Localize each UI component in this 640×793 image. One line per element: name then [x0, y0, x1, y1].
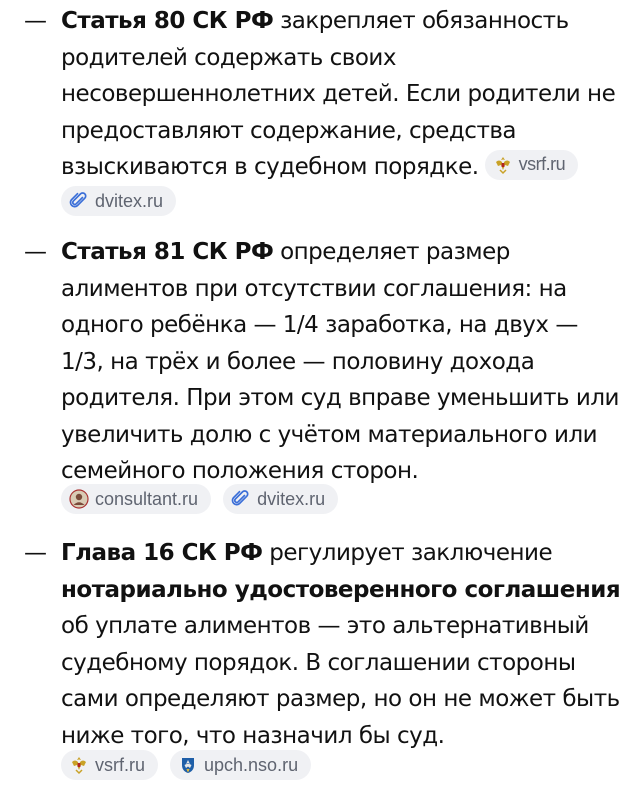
source-label: dvitex.ru — [95, 190, 164, 211]
source-chip-vsrf[interactable] — [485, 150, 579, 180]
source-label: upch.nso.ru — [204, 754, 299, 775]
item-description-start: регулирует заключение — [269, 540, 553, 566]
emblem-icon — [69, 755, 89, 775]
source-chip-consultant[interactable] — [61, 484, 211, 514]
crest-icon — [178, 755, 198, 775]
item-text — [61, 3, 623, 186]
item-text — [61, 234, 623, 490]
item-heading: Статья 81 СК РФ — [61, 239, 274, 265]
source-label: vsrf.ru — [95, 754, 146, 775]
list-marker: — — [24, 8, 47, 34]
item-heading: Статья 80 СК РФ — [61, 8, 274, 34]
source-list — [61, 750, 311, 780]
source-list — [61, 186, 176, 216]
source-list — [61, 484, 338, 514]
source-chip-vsrf[interactable] — [61, 750, 158, 780]
paperclip-icon — [69, 191, 89, 211]
source-label: vsrf.ru — [518, 154, 566, 175]
item-description-end: об уплате алиментов — это альтернативный судебному порядок. В соглашении стороны сами определяют размер, но он не может быть ниже того, что назначил бы суд. — [61, 613, 620, 749]
item-description: определяет размер алиментов при отсутствии соглашения: на одного ребёнка — 1/4 заработка, на двух — 1/3, на трёх и более — половину дохода родителя. При этом суд вправе уменьшить или увеличить долю с учётом материального или семейного положения сторон. — [61, 239, 619, 484]
consultant-logo-icon — [69, 489, 89, 509]
item-heading: Глава 16 СК РФ — [61, 540, 263, 566]
item-emphasis: нотариально удостоверенного соглашения — [61, 576, 621, 603]
source-label: consultant.ru — [95, 488, 199, 509]
paperclip-icon — [231, 489, 251, 509]
list-marker: — — [24, 540, 47, 566]
source-chip-dvitex[interactable] — [223, 484, 338, 514]
item-description: закрепляет обязанность родителей содержать своих несовершеннолетних детей. Если родители не предоставляют содержание, средства взыскиваются в судебном порядке. — [61, 8, 616, 180]
source-chip-dvitex[interactable] — [61, 186, 176, 216]
list-marker: — — [24, 239, 47, 265]
emblem-icon — [493, 155, 513, 175]
source-chip-upch[interactable] — [170, 750, 311, 780]
source-label: dvitex.ru — [257, 488, 326, 509]
item-text — [61, 535, 623, 754]
